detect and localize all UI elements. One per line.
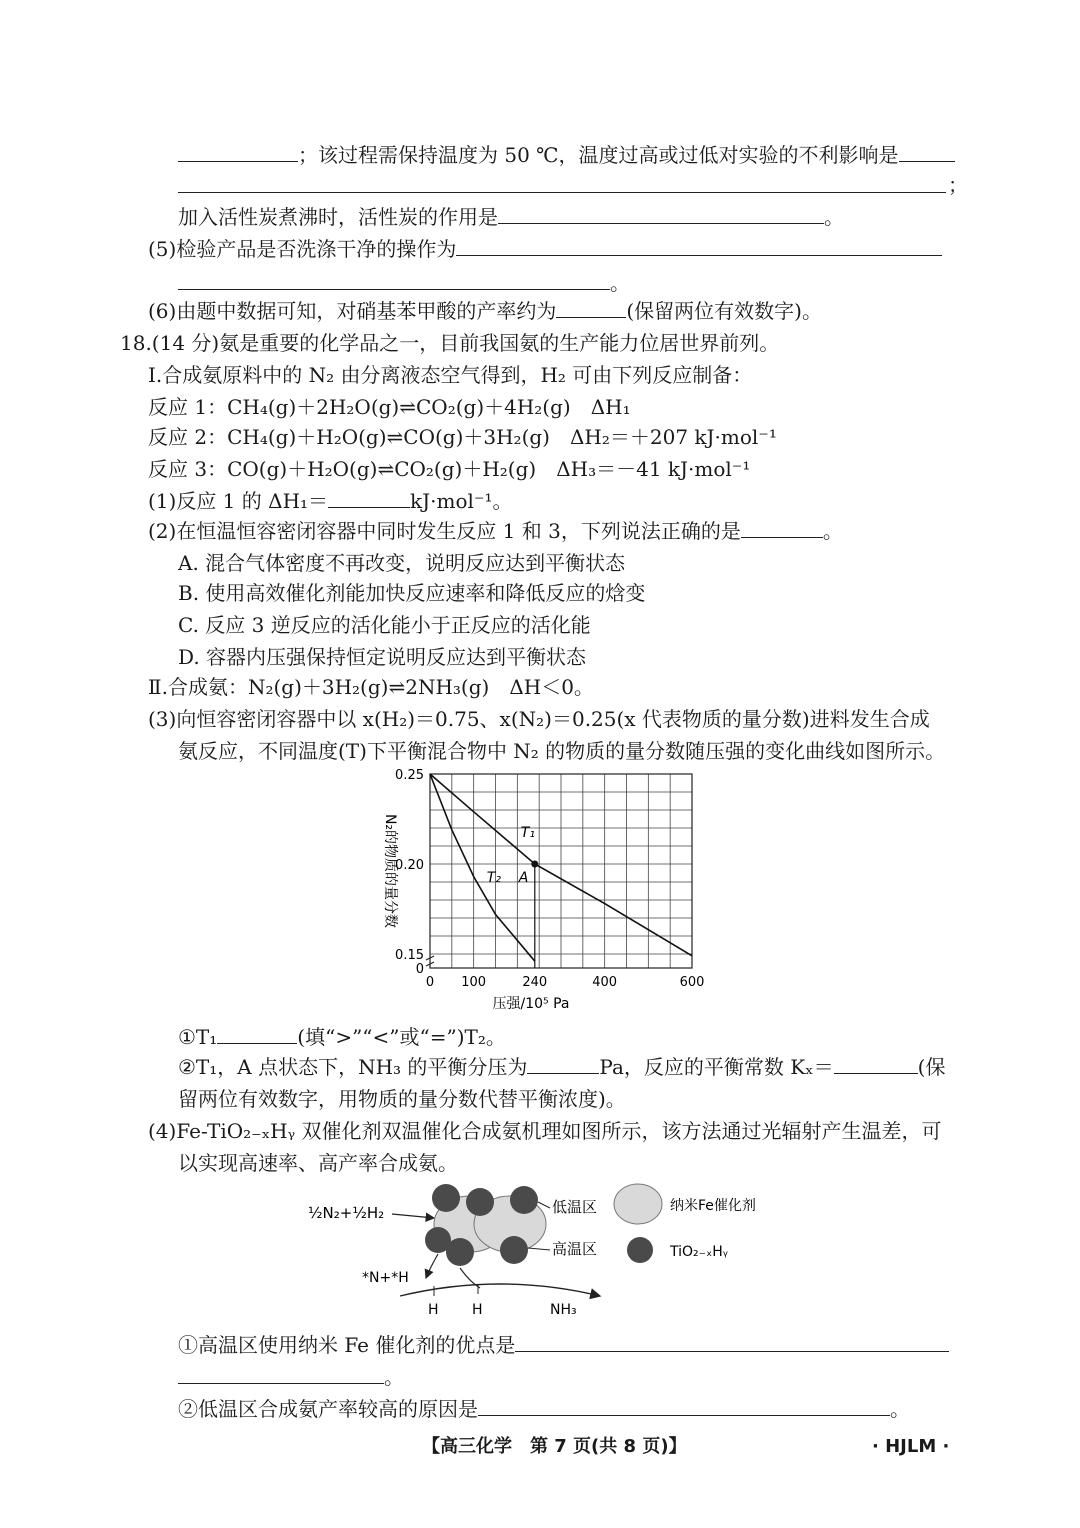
answer-blank[interactable] <box>478 1397 890 1416</box>
h-atom-label: H <box>428 1302 439 1318</box>
legend-fe-icon <box>614 1184 662 1224</box>
answer-blank[interactable] <box>178 1365 384 1384</box>
answer-blank[interactable] <box>178 143 298 162</box>
q1-unit: kJ·mol⁻¹。 <box>410 489 513 513</box>
q3-line1: (3)向恒容密闭容器中以 x(H₂)＝0.75、x(N₂)＝0.25(x 代表物质的量分数)进料发生合成 <box>148 707 930 731</box>
answer-blank[interactable] <box>515 1333 949 1352</box>
x-tick-label: 400 <box>592 975 618 990</box>
q18-part2: Ⅱ.合成氨：N₂(g)＋3H₂(g)⇌2NH₃(g) ΔH＜0。 <box>148 675 594 699</box>
sub2-text-b: Pa，反应的平衡常数 Kₓ＝ <box>599 1055 834 1079</box>
y-tick-label: 0.25 <box>395 768 424 783</box>
q6-text-b: (保留两位有效数字)。 <box>626 299 822 323</box>
answer-blank[interactable] <box>834 1055 918 1074</box>
series-label-t1: T₁ <box>520 825 535 841</box>
mechanism-diagram <box>300 1178 820 1318</box>
q18-heading: 18.(14 分)氨是重要的化学品之一，目前我国氨的生产能力位居世界前列。 <box>120 331 780 355</box>
low-zone-label: 低温区 <box>552 1198 598 1216</box>
q5-end: 。 <box>610 271 630 295</box>
footer-code: · HJLM · <box>872 1436 950 1457</box>
answer-blank[interactable] <box>456 237 942 256</box>
answer-blank[interactable] <box>328 489 410 508</box>
q17-q5 <box>148 236 942 262</box>
q17-line1 <box>178 142 955 168</box>
q4-line2: 以实现高速率、高产率合成氨。 <box>178 1151 458 1175</box>
q5-text: (5)检验产品是否洗涤干净的操作为 <box>148 237 457 261</box>
x-axis-label: 压强/10⁵ Pa <box>492 996 570 1012</box>
q2-text: (2)在恒温恒容密闭容器中同时发生反应 1 和 3，下列说法正确的是 <box>148 519 741 543</box>
reaction-1: 反应 1：CH₄(g)＋2H₂O(g)⇌CO₂(g)＋4H₂(g) ΔH₁ <box>148 395 631 419</box>
x-tick-label: 600 <box>679 975 705 990</box>
reactants-label: ½N₂+½H₂ <box>308 1204 385 1222</box>
q18-q2 <box>148 518 843 544</box>
q4-sub1-text: ①高温区使用纳米 Fe 催化剂的优点是 <box>178 1333 516 1357</box>
x-tick-label: 0 <box>425 975 435 990</box>
answer-blank[interactable] <box>556 299 626 318</box>
tio-particle <box>500 1236 528 1264</box>
point-a-label: A <box>518 870 529 886</box>
h-atom-label: H <box>472 1302 483 1318</box>
tio-particle <box>510 1186 538 1214</box>
option-a: A. 混合气体密度不再改变，说明反应达到平衡状态 <box>178 551 626 575</box>
answer-blank[interactable] <box>498 205 824 224</box>
q4-sub1-l2 <box>178 1364 404 1390</box>
x-tick-label: 240 <box>522 975 548 990</box>
q3-sub2 <box>178 1054 945 1080</box>
y-axis-label: N₂的物质的量分数 <box>382 813 398 929</box>
q3-line2: 氨反应，不同温度(T)下平衡混合物中 N₂ 的物质的量分数随压强的变化曲线如图所示。 <box>178 739 946 763</box>
point-a-marker <box>531 861 538 868</box>
product-label: NH₃ <box>550 1302 577 1318</box>
legend-tio-label: TiO₂₋ₓHᵧ <box>670 1244 728 1260</box>
q4-sub2-end: 。 <box>890 1397 910 1421</box>
tio-particle <box>425 1227 451 1253</box>
option-b: B. 使用高效催化剂能加快反应速率和降低反应的焓变 <box>178 581 646 605</box>
sub1-text-b: (填“>”“<”或“=”)T₂。 <box>297 1025 506 1049</box>
answer-rule[interactable] <box>178 192 946 193</box>
option-c: C. 反应 3 逆反应的活化能小于正反应的活化能 <box>178 613 591 637</box>
y-tick-label: 0 <box>415 962 424 977</box>
series-line <box>430 774 535 961</box>
q17-q6 <box>148 298 822 324</box>
q17-line3 <box>178 204 844 230</box>
series-label-t2: T₂ <box>486 870 501 886</box>
tio-particle <box>466 1188 494 1216</box>
x-tick-label: 100 <box>461 975 487 990</box>
q4-line1: (4)Fe-TiO₂₋ₓHᵧ 双催化剂双温催化合成氨机理如图所示，该方法通过光辐射产生温差，可 <box>148 1119 942 1143</box>
q17-l2-end: ； <box>948 173 968 197</box>
q3-sub2-l2: 留两位有效数字，用物质的量分数代替平衡浓度)。 <box>178 1087 626 1111</box>
q18-q1 <box>148 488 513 514</box>
q17-q5-l2 <box>178 270 630 296</box>
q17-text1: ；该过程需保持温度为 50 ℃，温度过高或过低对实验的不利影响是 <box>298 143 899 167</box>
q18-part1: Ⅰ.合成氨原料中的 N₂ 由分离液态空气得到，H₂ 可由下列反应制备： <box>148 363 753 387</box>
answer-blank[interactable] <box>899 143 955 162</box>
q1-text: (1)反应 1 的 ΔH₁＝ <box>148 489 329 513</box>
answer-blank[interactable] <box>741 519 823 538</box>
intermediate-label: *N+*H <box>362 1270 409 1286</box>
answer-blank[interactable] <box>178 271 610 290</box>
q3-sub1 <box>178 1024 506 1050</box>
sub2-text: ②T₁，A 点状态下，NH₃ 的平衡分压为 <box>178 1055 528 1079</box>
answer-blank[interactable] <box>217 1025 297 1044</box>
q4-sub2-text: ②低温区合成氨产率较高的原因是 <box>178 1397 478 1421</box>
tio-particle <box>432 1184 460 1212</box>
y-tick-label: 0.15 <box>395 948 424 963</box>
sub2-text-c: (保 <box>917 1055 946 1079</box>
page-footer: 【高三化学 第 7 页(共 8 页)】 <box>422 1436 687 1457</box>
sub1-text: ①T₁ <box>178 1025 218 1049</box>
reaction-3: 反应 3：CO(g)＋H₂O(g)⇌CO₂(g)＋H₂(g) ΔH₃＝－41 kJ·mol⁻¹ <box>148 457 751 481</box>
q4-sub2 <box>178 1396 910 1422</box>
q17-end3: 。 <box>824 205 844 229</box>
q17-text3: 加入活性炭煮沸时，活性炭的作用是 <box>178 205 498 229</box>
reaction-2: 反应 2：CH₄(g)＋H₂O(g)⇌CO(g)＋3H₂(g) ΔH₂＝＋207 kJ·mol⁻¹ <box>148 425 777 449</box>
n2-fraction-chart <box>356 762 716 1022</box>
legend-tio-icon <box>627 1237 653 1263</box>
q6-text: (6)由题中数据可知，对硝基苯甲酸的产率约为 <box>148 299 557 323</box>
answer-blank[interactable] <box>527 1055 599 1074</box>
q2-end: 。 <box>822 519 843 543</box>
q4-sub1-end: 。 <box>384 1365 404 1389</box>
legend-fe-label: 纳米Fe催化剂 <box>670 1198 756 1214</box>
option-d: D. 容器内压强保持恒定说明反应达到平衡状态 <box>178 645 587 669</box>
y-tick-label: 0.20 <box>395 858 424 873</box>
high-zone-label: 高温区 <box>552 1240 598 1258</box>
q4-sub1 <box>178 1332 949 1358</box>
